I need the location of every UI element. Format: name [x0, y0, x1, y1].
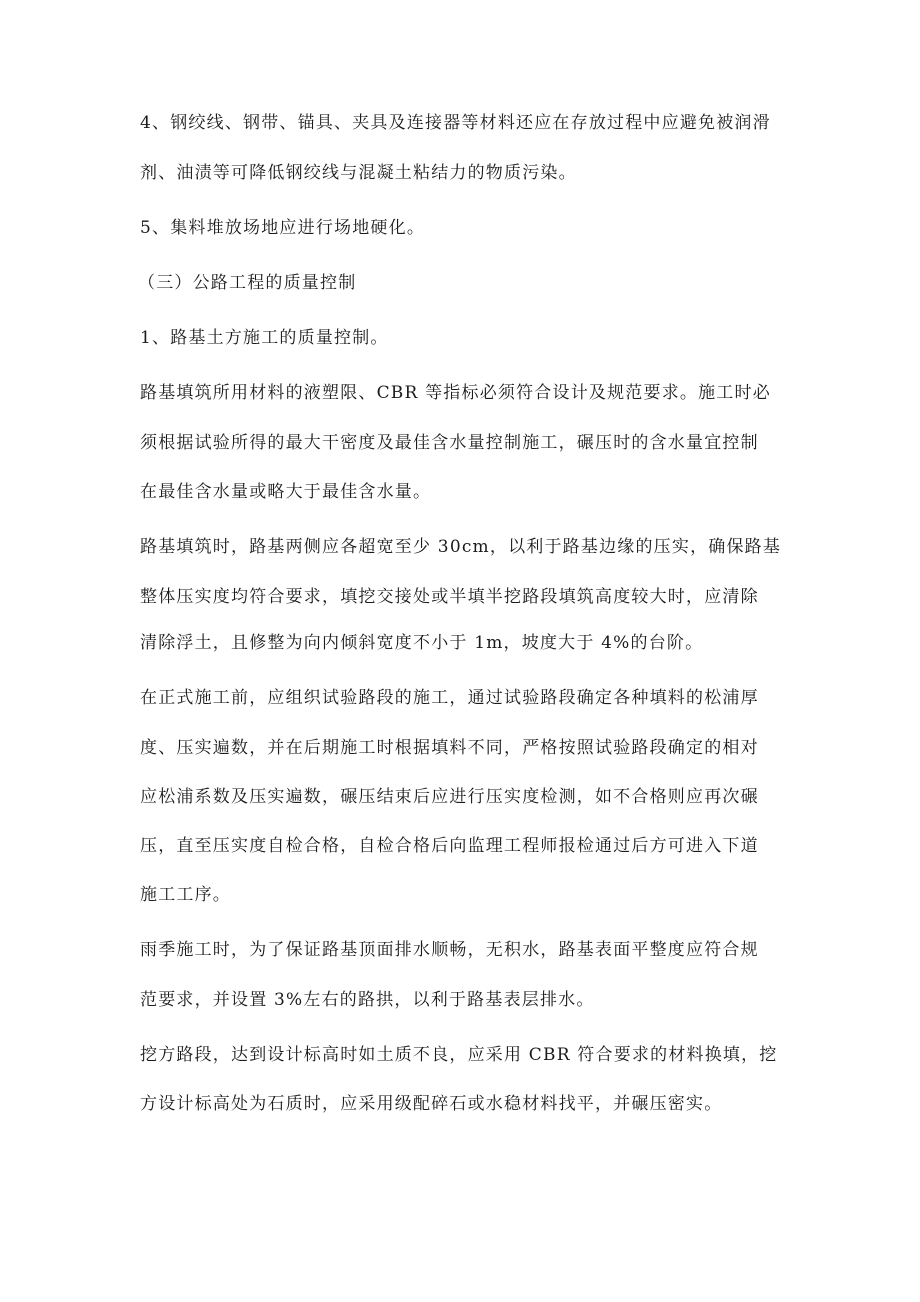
text-line: 剂、油渍等可降低钢绞线与混凝土粘结力的物质污染。 [140, 163, 577, 183]
text-line: 范要求，并设置 3%左右的路拱，以利于路基表层排水。 [140, 990, 595, 1010]
text-line: 须根据试验所得的最大干密度及最佳含水量控制施工，碾压时的含水量宜控制 [140, 433, 759, 453]
text-line: 压，直至压实度自检合格，自检合格后向监理工程师报检通过后方可进入下道 [140, 836, 759, 856]
text-line: 路基填筑时，路基两侧应各超宽至少 30cm，以利于路基边缘的压实，确保路基 [140, 537, 782, 557]
text-line: 路基填筑所用材料的液塑限、CBR 等指标必须符合设计及规范要求。施工时必 [140, 383, 771, 403]
text-line: 施工工序。 [140, 885, 231, 905]
text-line: 度、压实遍数，并在后期施工时根据填料不同，严格按照试验路段确定的相对 [140, 738, 759, 758]
text-line: 清除浮土，且修整为向内倾斜宽度不小于 1m，坡度大于 4%的台阶。 [140, 633, 704, 653]
section-heading: （三）公路工程的质量控制 [138, 273, 357, 293]
subsection-heading: 1、路基土方施工的质量控制。 [140, 328, 389, 348]
text-line: 应松浦系数及压实遍数，碾压结束后应进行压实度检测，如不合格则应再次碾 [140, 787, 759, 807]
text-line: 在正式施工前，应组织试验路段的施工，通过试验路段确定各种填料的松浦厚 [140, 688, 759, 708]
text-line: 整体压实度均符合要求，填挖交接处或半填半挖路段填筑高度较大时，应清除 [140, 587, 759, 607]
text-line: 雨季施工时，为了保证路基顶面排水顺畅，无积水，路基表面平整度应符合规 [140, 940, 759, 960]
text-line: 在最佳含水量或略大于最佳含水量。 [140, 482, 432, 502]
text-line: 挖方路段，达到设计标高时如土质不良，应采用 CBR 符合要求的材料换填，挖 [140, 1045, 778, 1065]
text-line: 5、集料堆放场地应进行场地硬化。 [140, 218, 426, 238]
text-line: 方设计标高处为石质时，应采用级配碎石或水稳材料找平，并碾压密实。 [140, 1094, 723, 1114]
text-line: 4、钢绞线、钢带、锚具、夹具及连接器等材料还应在存放过程中应避免被润滑 [140, 113, 771, 133]
